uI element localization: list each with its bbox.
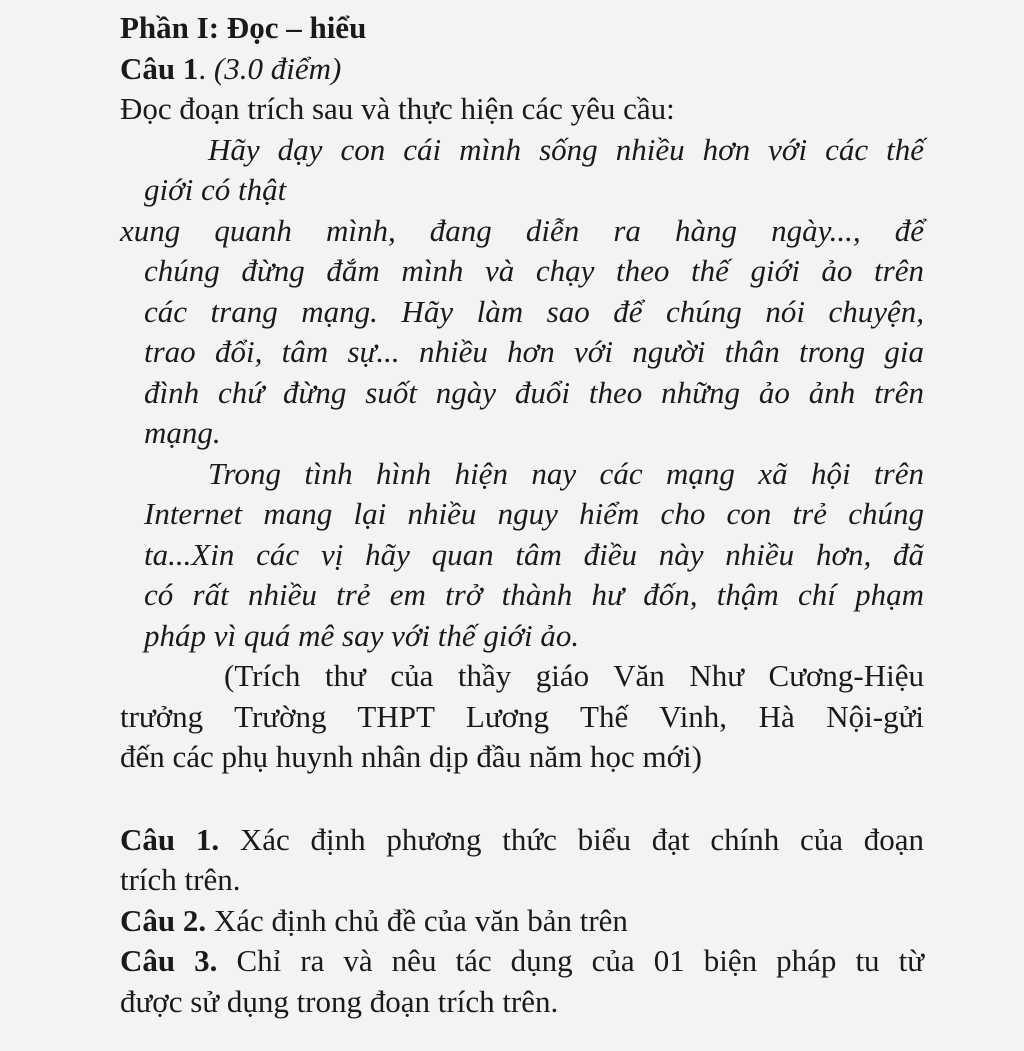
question-3	[120, 941, 924, 982]
question-header-separator: .	[198, 50, 207, 86]
passage-line: mạng.	[144, 415, 221, 450]
passage-line: có rất nhiều trẻ em trở thành hư đốn, thậm chí phạm	[144, 577, 924, 612]
section-title: Phần I: Đọc – hiểu	[120, 10, 367, 45]
question-text: Chỉ ra và nêu tác dụng của 01 biện pháp tu từ	[236, 943, 924, 978]
passage-line: đình chứ đừng suốt ngày đuổi theo những ảo ảnh trên	[144, 374, 924, 410]
passage-line: Internet mang lại nhiều nguy hiểm cho con trẻ chúng	[144, 496, 924, 531]
passage-line: giới có thật	[144, 172, 287, 207]
instruction: Đọc đoạn trích sau và thực hiện các yêu cầu:	[120, 91, 675, 126]
question-text: Xác định phương thức biểu đạt chính của đoạn	[239, 821, 925, 857]
passage-line: trao đổi, tâm sự... nhiều hơn với người thân trong gia	[144, 334, 924, 369]
passage-line: các trang mạng. Hãy làm sao để chúng nói chuyện,	[144, 293, 924, 329]
source-line: (Trích thư của thầy giáo Văn Như Cương-Hiệu	[224, 658, 924, 693]
question-text: Xác định chủ đề của văn bản trên	[213, 902, 628, 938]
question-1-continued: trích trên.	[120, 862, 241, 897]
passage-excerpt	[120, 130, 924, 657]
question-header-label: Câu 1	[120, 50, 199, 86]
question-label: Câu 3.	[120, 943, 218, 978]
question-list	[120, 820, 924, 1023]
passage-line: xung quanh mình, đang diễn ra hàng ngày..., để	[120, 212, 924, 248]
source-line: trưởng Trường THPT Lương Thế Vinh, Hà Nội-gửi	[120, 698, 924, 734]
passage-line: ta...Xin các vị hãy quan tâm điều này nhiều hơn, đã	[144, 536, 924, 572]
question-1	[120, 820, 924, 861]
question-header	[120, 49, 924, 90]
passage-line: pháp vì quá mê say với thế giới ảo.	[144, 617, 580, 653]
question-header-points: (3.0 điểm)	[213, 50, 342, 86]
passage-line: Hãy dạy con cái mình sống nhiều hơn với các thế	[208, 131, 924, 167]
spacer	[120, 778, 924, 820]
passage-line: Trong tình hình hiện nay các mạng xã hội trên	[208, 455, 924, 491]
source-line: đến các phụ huynh nhân dịp đầu năm học mới)	[120, 739, 702, 774]
question-3-continued: được sử dụng trong đoạn trích trên.	[120, 983, 559, 1019]
source-citation	[120, 656, 924, 778]
question-2	[120, 901, 924, 942]
question-label: Câu 1.	[120, 821, 220, 857]
question-label: Câu 2.	[120, 902, 207, 938]
passage-line: chúng đừng đắm mình và chạy theo thế giới ảo trên	[144, 253, 924, 288]
